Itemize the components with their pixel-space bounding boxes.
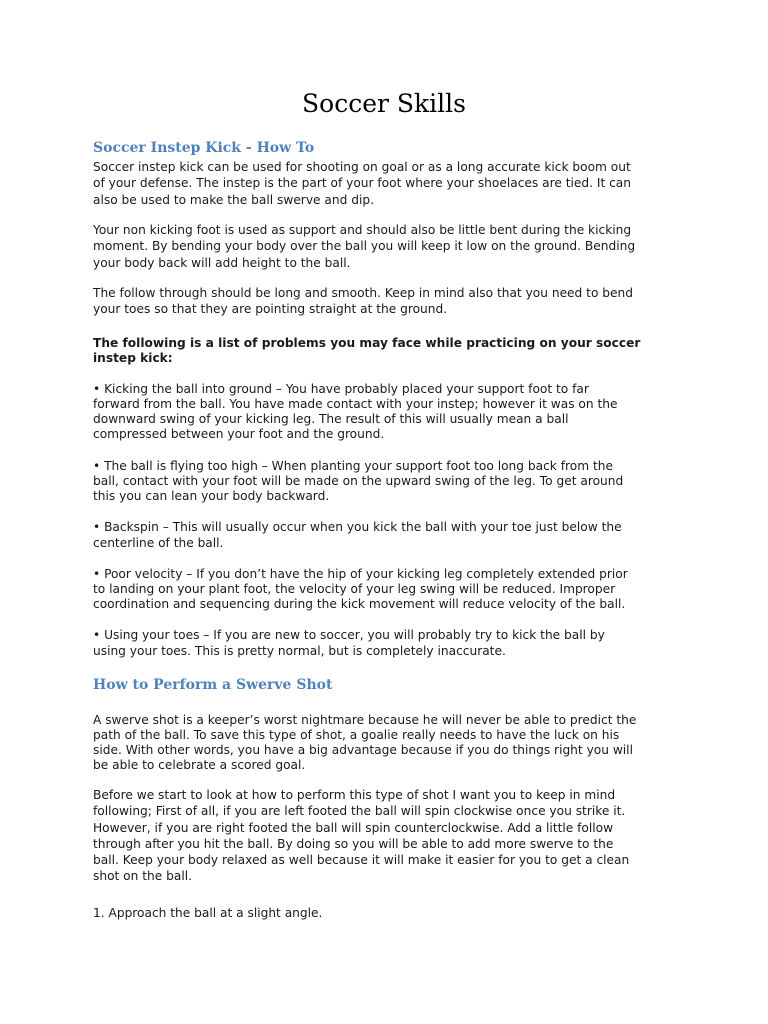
step-approach-ball: 1. Approach the ball at a slight angle. [93,906,323,920]
section-heading-swerve-shot: How to Perform a Swerve Shot [93,677,333,693]
text-line: The following is a list of problems you may face while practicing on your soccer [93,336,641,350]
text-line: However, if you are right footed the ball will spin counterclockwise. Add a little follow [93,820,614,835]
text-line: also be used to make the ball swerve and dip. [93,192,374,207]
text-line: through after you hit the ball. By doing so you will be able to add more swerve to the [93,836,614,851]
paragraph-swerve-technique [93,787,683,885]
paragraph-instep-intro [93,159,683,208]
text-line: forward from the ball. You have made contact with your instep; however it was on the [93,397,618,411]
text-line: side. With other words, you have a big advantage because if you do things right you will [93,743,633,757]
text-line: • The ball is flying too high – When planting your support foot too long back from the [93,459,613,473]
text-line: this you can lean your body backward. [93,489,330,503]
section-heading-instep-kick: Soccer Instep Kick - How To [93,140,315,156]
text-line: coordination and sequencing during the kick movement will reduce velocity of the ball. [93,597,626,611]
text-line: • Kicking the ball into ground – You have probably placed your support foot to far [93,382,589,396]
text-line: your body back will add height to the ball. [93,255,351,270]
paragraph-support-foot [93,222,683,271]
text-line: ball, contact with your foot will be made on the upward swing of the leg. To get around [93,474,624,488]
paragraph-swerve-intro [93,713,683,773]
text-line: Your non kicking foot is used as support and should also be little bent during the kicking [93,223,632,237]
text-line: • Backspin – This will usually occur when you kick the ball with your toe just below the [93,520,622,534]
text-line: The follow through should be long and smooth. Keep in mind also that you need to bend [93,286,633,300]
text-line: be able to celebrate a scored goal. [93,758,306,772]
text-line: ball. Keep your body relaxed as well because it will make it easier for you to get a clean [93,853,630,868]
text-line: • Poor velocity – If you don’t have the hip of your kicking leg completely extended prior [93,567,628,581]
text-line: your toes so that they are pointing straight at the ground. [93,302,448,317]
bullet-poor-velocity [93,567,683,612]
bullet-flying-too-high [93,459,683,504]
text-line: following; First of all, if you are left footed the ball will spin clockwise once you strike it. [93,804,626,819]
paragraph-follow-through [93,285,683,318]
text-line: using your toes. This is pretty normal, but is completely inaccurate. [93,644,506,659]
bullet-using-toes [93,627,683,660]
text-line: instep kick: [93,351,173,365]
text-line: downward swing of your kicking leg. The result of this will usually mean a ball [93,412,569,426]
text-line: A swerve shot is a keeper’s worst nightmare because he will never be able to predict the [93,713,637,727]
text-line: shot on the ball. [93,869,192,884]
text-line: of your defense. The instep is the part of your foot where your shoelaces are tied. It can [93,176,631,191]
bullet-backspin [93,519,683,552]
text-line: moment. By bending your body over the ball you will keep it low on the ground. Bending [93,239,636,254]
text-line: • Using your toes – If you are new to soccer, you will probably try to kick the ball by [93,628,605,642]
page-title: Soccer Skills [302,89,466,118]
text-line: path of the ball. To save this type of shot, a goalie really needs to have the luck on his [93,728,620,742]
text-line: compressed between your foot and the ground. [93,427,385,441]
text-line: Soccer instep kick can be used for shooting on goal or as a long accurate kick boom out [93,160,631,174]
bullet-kicking-into-ground [93,382,683,442]
problem-list-intro [93,336,683,366]
text-line: Before we start to look at how to perform this type of shot I want you to keep in mind [93,788,616,802]
text-line: centerline of the ball. [93,536,224,551]
text-line: to landing on your plant foot, the velocity of your leg swing will be reduced. Improper [93,582,616,596]
